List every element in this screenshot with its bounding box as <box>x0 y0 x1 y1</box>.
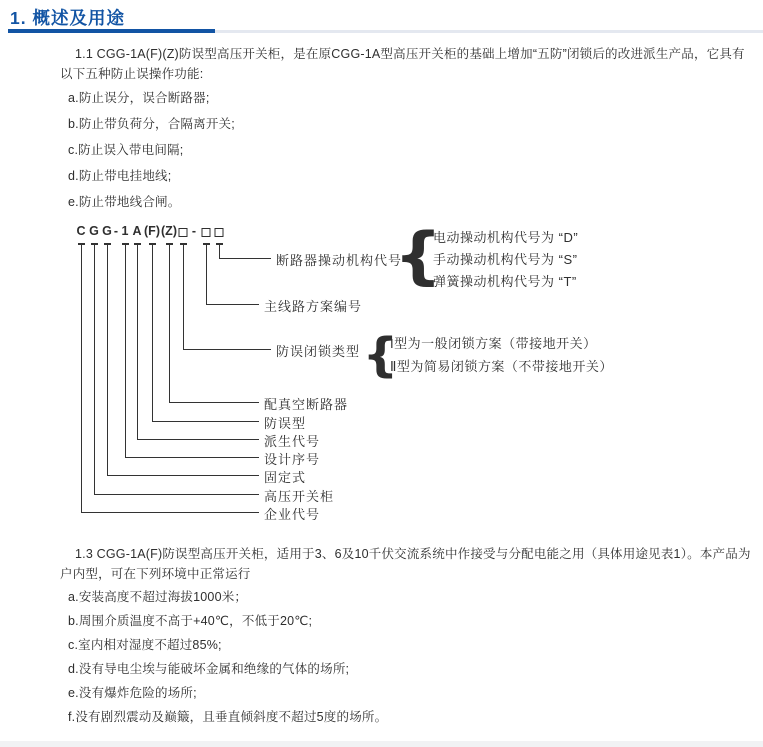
interlock-brace: { <box>362 328 399 382</box>
environment-item: e.没有爆炸危险的场所; <box>68 686 197 700</box>
connector-label: 高压开关柜 <box>264 489 335 504</box>
mechanism-option: 电动操动机构代号为 “D” <box>433 230 579 245</box>
page-title: 1. 概述及用途 <box>10 8 125 28</box>
connector-label: 断路器操动机构代号 <box>276 253 403 268</box>
feature-item: d.防止带电挂地线; <box>68 169 172 183</box>
interlock-option: I型为一般闭锁方案（带接地开关） <box>390 336 597 351</box>
model-token: (Z) <box>161 224 177 238</box>
connector-label: 配真空断路器 <box>264 397 349 412</box>
model-token: G <box>102 224 112 238</box>
interlock-option: Ⅱ型为简易闭锁方案（不带接地开关） <box>390 359 613 374</box>
environment-item: a.安装高度不超过海拔1000米； <box>68 590 248 604</box>
paragraph-1-1: 1.1 CGG-1A(F)(Z)防误型高压开关柜，是在原CGG-1A型高压开关柜的基础上增加“五防”闭锁后的改进派生产品，它具有以下五种防止误操作功能: <box>60 47 745 81</box>
environment-item: d.没有导电尘埃与能破坏金属和绝缘的气体的场所; <box>68 662 350 676</box>
mechanism-brace: { <box>393 219 443 292</box>
feature-item: a.防止误分，误合断路器; <box>68 91 210 105</box>
feature-item: b.防止带负荷分，合隔离开关; <box>68 117 235 131</box>
connector-label: 防误闭锁类型 <box>276 344 361 359</box>
model-token: - <box>113 224 119 238</box>
connector-label: 企业代号 <box>264 507 321 522</box>
model-token: A <box>132 224 142 238</box>
environment-item: c.室内相对湿度不超过85%; <box>68 638 222 652</box>
feature-item: e.防止带地线合闸。 <box>68 195 181 209</box>
paragraph-1-3: 1.3 CGG-1A(F)防误型高压开关柜，适用于3、6及10千伏交流系统中作接受与分配电能之用（具体用途见表1）。本产品为户内型，可在下列环境中正常运行 <box>60 547 751 581</box>
connector-label: 固定式 <box>264 470 307 485</box>
connector-label: 主线路方案编号 <box>264 299 363 314</box>
model-placeholder-box <box>202 228 211 237</box>
model-token: 1 <box>121 224 129 238</box>
model-placeholder-box <box>215 228 224 237</box>
mechanism-option: 弹簧操动机构代号为 “T” <box>433 274 577 289</box>
environment-item: b.周围介质温度不高于+40℃，不低于20℃; <box>68 614 313 628</box>
bottom-strip <box>0 741 763 747</box>
environment-item: f.没有剧烈震动及巅簸，且垂直倾斜度不超过5度的场所。 <box>68 710 388 724</box>
model-token: - <box>191 224 197 238</box>
model-token: (F) <box>144 224 160 238</box>
model-token: G <box>89 224 99 238</box>
model-token: C <box>76 224 86 238</box>
connector-label: 派生代号 <box>264 434 321 449</box>
feature-item: c.防止误入带电间隔; <box>68 143 184 157</box>
connector-label: 防误型 <box>264 416 307 431</box>
model-placeholder-box <box>179 228 188 237</box>
designation-connector <box>219 244 271 259</box>
mechanism-option: 手动操动机构代号为 “S” <box>433 252 578 267</box>
connector-label: 设计序号 <box>264 452 321 467</box>
